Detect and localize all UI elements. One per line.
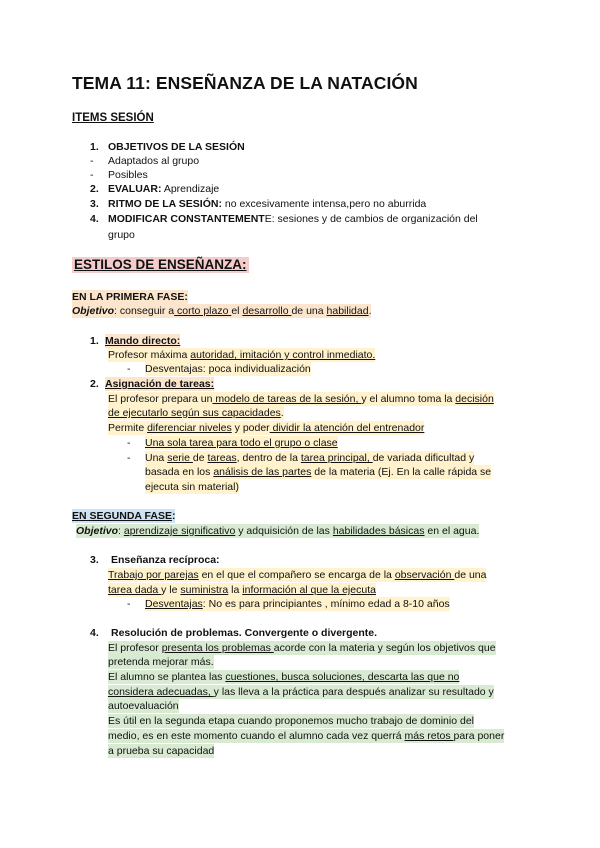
item-text: E: sesiones y de cambios de organización del	[264, 213, 478, 225]
text-run: considera adecuadas,	[108, 686, 214, 698]
sub-item	[145, 597, 450, 611]
section-heading-estilos: ESTILOS DE ENSEÑANZA:	[74, 257, 247, 272]
item-text: no excesivamente intensa,pero no aburrida	[221, 198, 427, 210]
text-run: El profesor	[108, 642, 162, 654]
item-line	[108, 212, 478, 226]
text-run: Profesor máxima	[108, 349, 191, 361]
text-run: Desventajas	[145, 598, 203, 610]
item-label: MODIFICAR CONSTANTEMENT	[108, 213, 265, 225]
objective-label: Objetivo	[76, 525, 119, 537]
text-run: y le	[161, 584, 181, 596]
style-number: 3.	[90, 554, 99, 566]
text-run: acorde con la materia y según los objetivos que	[273, 642, 496, 654]
text-run: tareas	[207, 452, 237, 464]
style-title: Enseñanza recíproca:	[111, 554, 220, 566]
text-run: de una	[291, 305, 327, 317]
text-run: en el que el compañero se encarga de la	[198, 569, 395, 581]
text-run: Trabajo por parejas	[108, 569, 199, 581]
sub-item	[145, 465, 491, 479]
items-heading: ITEMS SESIÓN	[72, 112, 154, 124]
sub-item: Una sola tarea para todo el grupo o clase	[145, 437, 338, 449]
sub-item: Posibles	[108, 169, 148, 181]
style-number: 1.	[90, 335, 99, 347]
text-run: cuestiones, busca soluciones, descarta las que no	[225, 671, 460, 683]
text-run: Una	[145, 452, 168, 464]
text-run: el	[231, 305, 243, 317]
text-run: serie	[167, 452, 193, 464]
sub-item: Adaptados al grupo	[108, 155, 200, 167]
item-text: Aprendizaje	[161, 183, 220, 195]
item-label: EVALUAR:	[108, 183, 162, 195]
bullet-dash: -	[127, 437, 131, 449]
text-run: Permite	[108, 422, 148, 434]
text-run: de	[192, 452, 208, 464]
bullet-dash: -	[90, 155, 94, 167]
text-run: diferenciar niveles	[147, 422, 232, 434]
text-run: habilidad	[326, 305, 369, 317]
text-run: .	[368, 305, 372, 317]
style-text	[108, 641, 496, 655]
text-run: y adquisición de las	[235, 525, 333, 537]
text-run: presenta los problemas	[161, 642, 274, 654]
item-number: 1.	[90, 141, 99, 153]
style-title: Resolución de problemas. Convergente o divergente.	[111, 627, 378, 639]
objective-label: Objetivo	[72, 305, 115, 317]
text-run: .	[280, 407, 284, 419]
style-text	[108, 406, 284, 420]
text-run: decisión	[455, 393, 494, 405]
text-run: aprendizaje significativo	[123, 525, 236, 537]
style-number: 2.	[90, 378, 99, 390]
sub-item	[145, 451, 474, 465]
text-run: :	[171, 510, 176, 522]
style-title: Asignación de tareas:	[105, 378, 215, 390]
bullet-dash: -	[127, 598, 131, 610]
text-run: modelo de tareas de la sesión,	[212, 393, 362, 405]
text-run: : conseguir a	[114, 305, 175, 317]
text-run: desarrollo	[242, 305, 292, 317]
text-run: de ejecutarlo según sus capacidades	[108, 407, 281, 419]
style-text	[108, 568, 486, 582]
text-run: medio, es en este momento cuando el alumno cada vez querrá	[108, 730, 405, 742]
text-run: basada en los	[145, 466, 214, 478]
text-run: :	[118, 525, 124, 537]
item-line	[108, 182, 219, 196]
phase-heading	[72, 509, 175, 523]
phase-objective	[72, 304, 371, 318]
text-run: información al que la ejecuta	[242, 584, 376, 596]
style-text	[108, 685, 494, 699]
style-text: autoevaluación	[108, 700, 179, 712]
bullet-dash: -	[127, 363, 131, 375]
text-run: suministra	[180, 584, 229, 596]
text-run: El profesor prepara un	[108, 393, 213, 405]
sub-item: Desventajas: poca individualización	[145, 363, 311, 375]
style-title: Mando directo:	[105, 335, 181, 347]
text-run: de una	[454, 569, 487, 581]
text-run: para poner	[453, 730, 505, 742]
bullet-dash: -	[127, 452, 131, 464]
text-run: , dentro de la	[236, 452, 301, 464]
text-run: en el agua.	[424, 525, 480, 537]
text-run: y el alumno toma la	[361, 393, 456, 405]
style-text	[108, 392, 494, 406]
text-run: EN SEGUNDA FASE	[72, 510, 172, 522]
item-text: grupo	[108, 229, 135, 241]
text-run: y poder	[231, 422, 270, 434]
text-run: habilidades básicas	[332, 525, 425, 537]
page-title: TEMA 11: ENSEÑANZA DE LA NATACIÓN	[72, 73, 418, 93]
item-number: 2.	[90, 183, 99, 195]
text-run: tarea dada	[108, 584, 162, 596]
text-run: corto plazo	[174, 305, 232, 317]
sub-item: ejecuta sin material)	[145, 481, 239, 493]
text-run: de la materia (Ej. En la calle rápida se	[311, 466, 492, 478]
item-line	[108, 197, 426, 211]
text-run: observación	[394, 569, 455, 581]
item-number: 4.	[90, 213, 99, 225]
style-text	[108, 421, 424, 435]
text-run: dividir la atención del entrenador	[269, 422, 425, 434]
item-number: 3.	[90, 198, 99, 210]
text-run: tarea principal,	[300, 452, 373, 464]
item-label: RITMO DE LA SESIÓN:	[108, 198, 222, 210]
text-run: : No es para principiantes , mínimo edad a 8-10 años	[202, 598, 450, 610]
text-run: de variada dificultad y	[372, 452, 475, 464]
text-run: y las lleva a la práctica para después analizar su resultado y	[213, 686, 494, 698]
phase-heading: EN LA PRIMERA FASE:	[72, 291, 188, 303]
text-run: autoridad, imitación y control inmediato.	[190, 349, 376, 361]
text-run: El alumno se plantea las	[108, 671, 226, 683]
style-text	[108, 670, 459, 684]
text-run: la	[228, 584, 243, 596]
bullet-dash: -	[90, 169, 94, 181]
style-text: Es útil en la segunda etapa cuando proponemos mucho trabajo de dominio del	[108, 715, 474, 727]
style-text: a prueba su capacidad	[108, 745, 215, 757]
style-text	[108, 583, 376, 597]
style-text: pretenda mejorar más.	[108, 656, 214, 668]
item-label: OBJETIVOS DE LA SESIÓN	[108, 141, 245, 153]
text-run: análisis de las partes	[213, 466, 312, 478]
style-text	[108, 348, 375, 362]
style-text	[108, 729, 504, 743]
style-number: 4.	[90, 627, 99, 639]
phase-objective	[76, 524, 479, 538]
text-run: más retos	[404, 730, 454, 742]
